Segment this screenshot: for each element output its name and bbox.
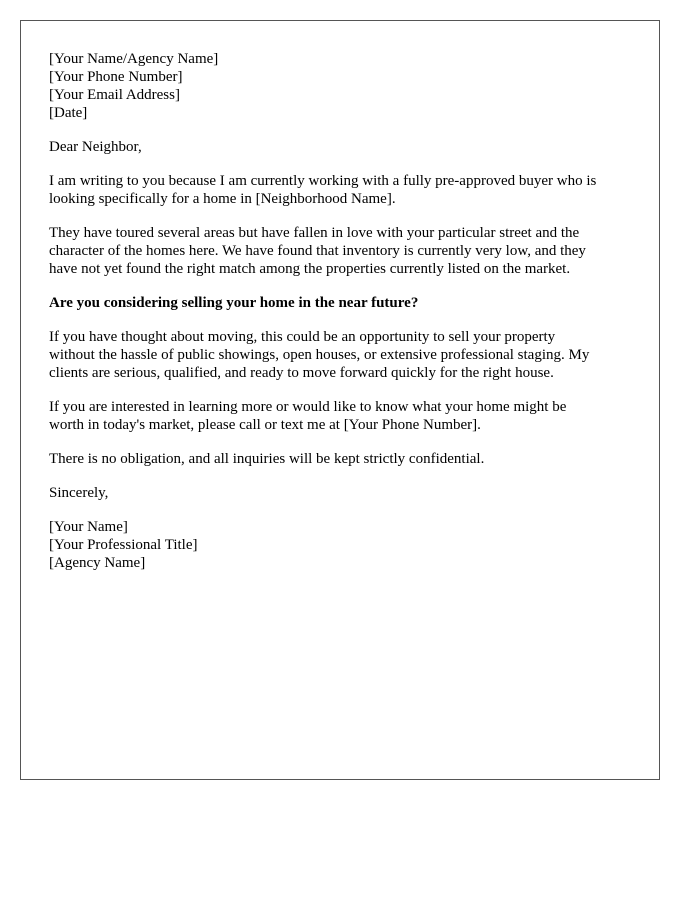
question-text: Are you considering selling your home in the near future?	[49, 295, 419, 311]
paragraph-line: I am writing to you because I am currently working with a fully pre-approved buyer who is	[49, 173, 597, 189]
letter-date: [Date]	[49, 105, 88, 121]
paragraph-buyer-interest	[49, 224, 649, 278]
signature-name: [Your Name]	[49, 519, 128, 535]
question-heading	[49, 294, 649, 312]
paragraph-line: There is no obligation, and all inquiries will be kept strictly confidential.	[49, 451, 485, 467]
paragraph-line: without the hassle of public showings, open houses, or extensive professional staging. My	[49, 347, 590, 363]
signature-block	[49, 518, 649, 572]
sender-name-agency: [Your Name/Agency Name]	[49, 51, 219, 67]
paragraph-opportunity	[49, 328, 649, 382]
paragraph-line: They have toured several areas but have fallen in love with your particular street and the	[49, 225, 580, 241]
sender-block	[49, 50, 649, 122]
letter-page	[20, 20, 660, 780]
paragraph-line: If you have thought about moving, this could be an opportunity to sell your property	[49, 329, 556, 345]
paragraph-contact	[49, 398, 649, 434]
closing	[49, 484, 649, 502]
greeting	[49, 138, 649, 156]
paragraph-intro	[49, 172, 649, 208]
paragraph-confidential	[49, 450, 649, 468]
closing-text: Sincerely,	[49, 485, 109, 501]
greeting-text: Dear Neighbor,	[49, 139, 142, 155]
letter-content	[49, 50, 649, 588]
paragraph-line: looking specifically for a home in [Neighborhood Name].	[49, 191, 396, 207]
sender-email: [Your Email Address]	[49, 87, 180, 103]
sender-phone: [Your Phone Number]	[49, 69, 183, 85]
paragraph-line: clients are serious, qualified, and ready to move forward quickly for the right house.	[49, 365, 554, 381]
paragraph-line: have not yet found the right match among the properties currently listed on the market.	[49, 261, 571, 277]
signature-title: [Your Professional Title]	[49, 537, 198, 553]
paragraph-line: If you are interested in learning more or would like to know what your home might be	[49, 399, 567, 415]
paragraph-line: character of the homes here. We have found that inventory is currently very low, and they	[49, 243, 586, 259]
paragraph-line: worth in today's market, please call or text me at [Your Phone Number].	[49, 417, 481, 433]
signature-agency: [Agency Name]	[49, 555, 146, 571]
